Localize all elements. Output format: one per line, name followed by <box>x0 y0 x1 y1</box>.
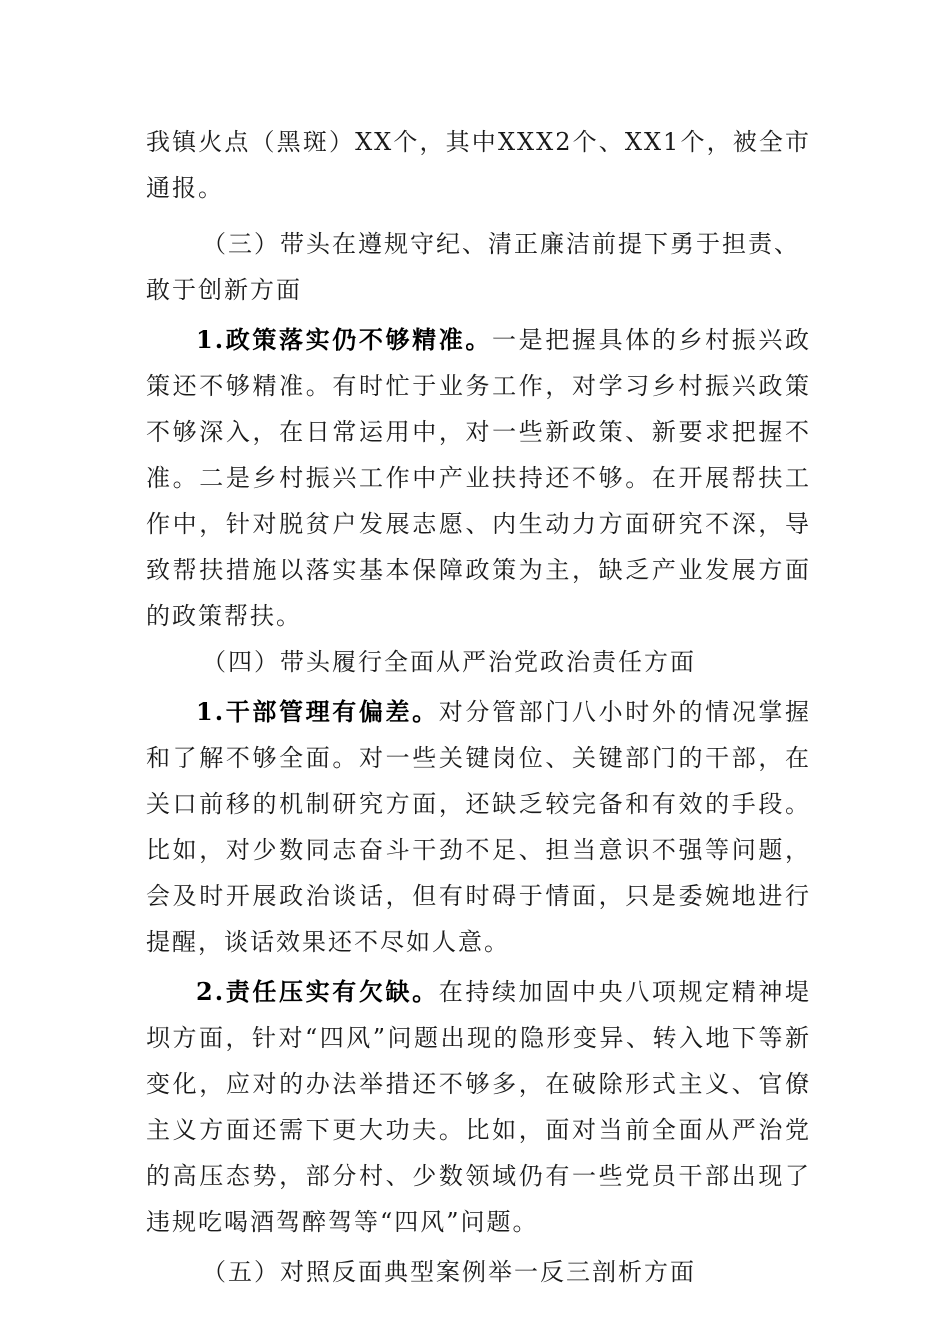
section3-item1-paragraph <box>146 317 811 639</box>
section4-item2-body: 在持续加固中央八项规定精神堤坝方面，针对“四风”问题出现的隐形变异、转入地下等新变化，应对的办法举措还不够多，在破除形式主义、官僚主义方面还需下更大功夫。比如，面对当前全面从严治党的高压态势，部分村、少数领域仍有一些党员干部出现了违规吃喝酒驾醉驾等“四风”问题。 <box>146 978 812 1236</box>
document-body <box>146 119 811 1295</box>
section3-item1-lead: 1.政策落实仍不够精准。 <box>196 325 493 354</box>
section4-item2-lead: 2.责任压实有欠缺。 <box>196 977 439 1006</box>
section-heading-4: （四）带头履行全面从严治党政治责任方面 <box>202 648 696 676</box>
section-heading-3: （三）带头在遵规守纪、清正廉洁前提下勇于担责、敢于创新方面 <box>146 230 800 304</box>
section3-item1-body: 一是把握具体的乡村振兴政策还不够精准。有时忙于业务工作，对学习乡村振兴政策不够深入，在日常运用中，对一些新政策、新要求把握不准。二是乡村振兴工作中产业扶持还不够。在开展帮扶工作中，针对脱贫户发展志愿、内生动力方面研究不深，导致帮扶措施以落实基本保障政策为主，缺乏产业发展方面的政策帮扶。 <box>146 326 811 630</box>
section4-item1-paragraph <box>146 689 811 965</box>
paragraph-continuation: 我镇火点（黑斑）XX个，其中XXX2个、XX1个，被全市通报。 <box>146 128 811 202</box>
section4-item1-body: 对分管部门八小时外的情况掌握和了解不够全面。对一些关键岗位、关键部门的干部，在关口前移的机制研究方面，还缺乏较完备和有效的手段。比如，对少数同志奋斗干劲不足、担当意识不强等问题，会及时开展政治谈话，但有时碍于情面，只是委婉地进行提醒，谈话效果还不尽如人意。 <box>146 698 812 956</box>
section-heading-5: （五）对照反面典型案例举一反三剖析方面 <box>202 1258 696 1286</box>
section4-item1-lead: 1.干部管理有偏差。 <box>196 697 439 726</box>
section4-item2-paragraph <box>146 969 811 1245</box>
